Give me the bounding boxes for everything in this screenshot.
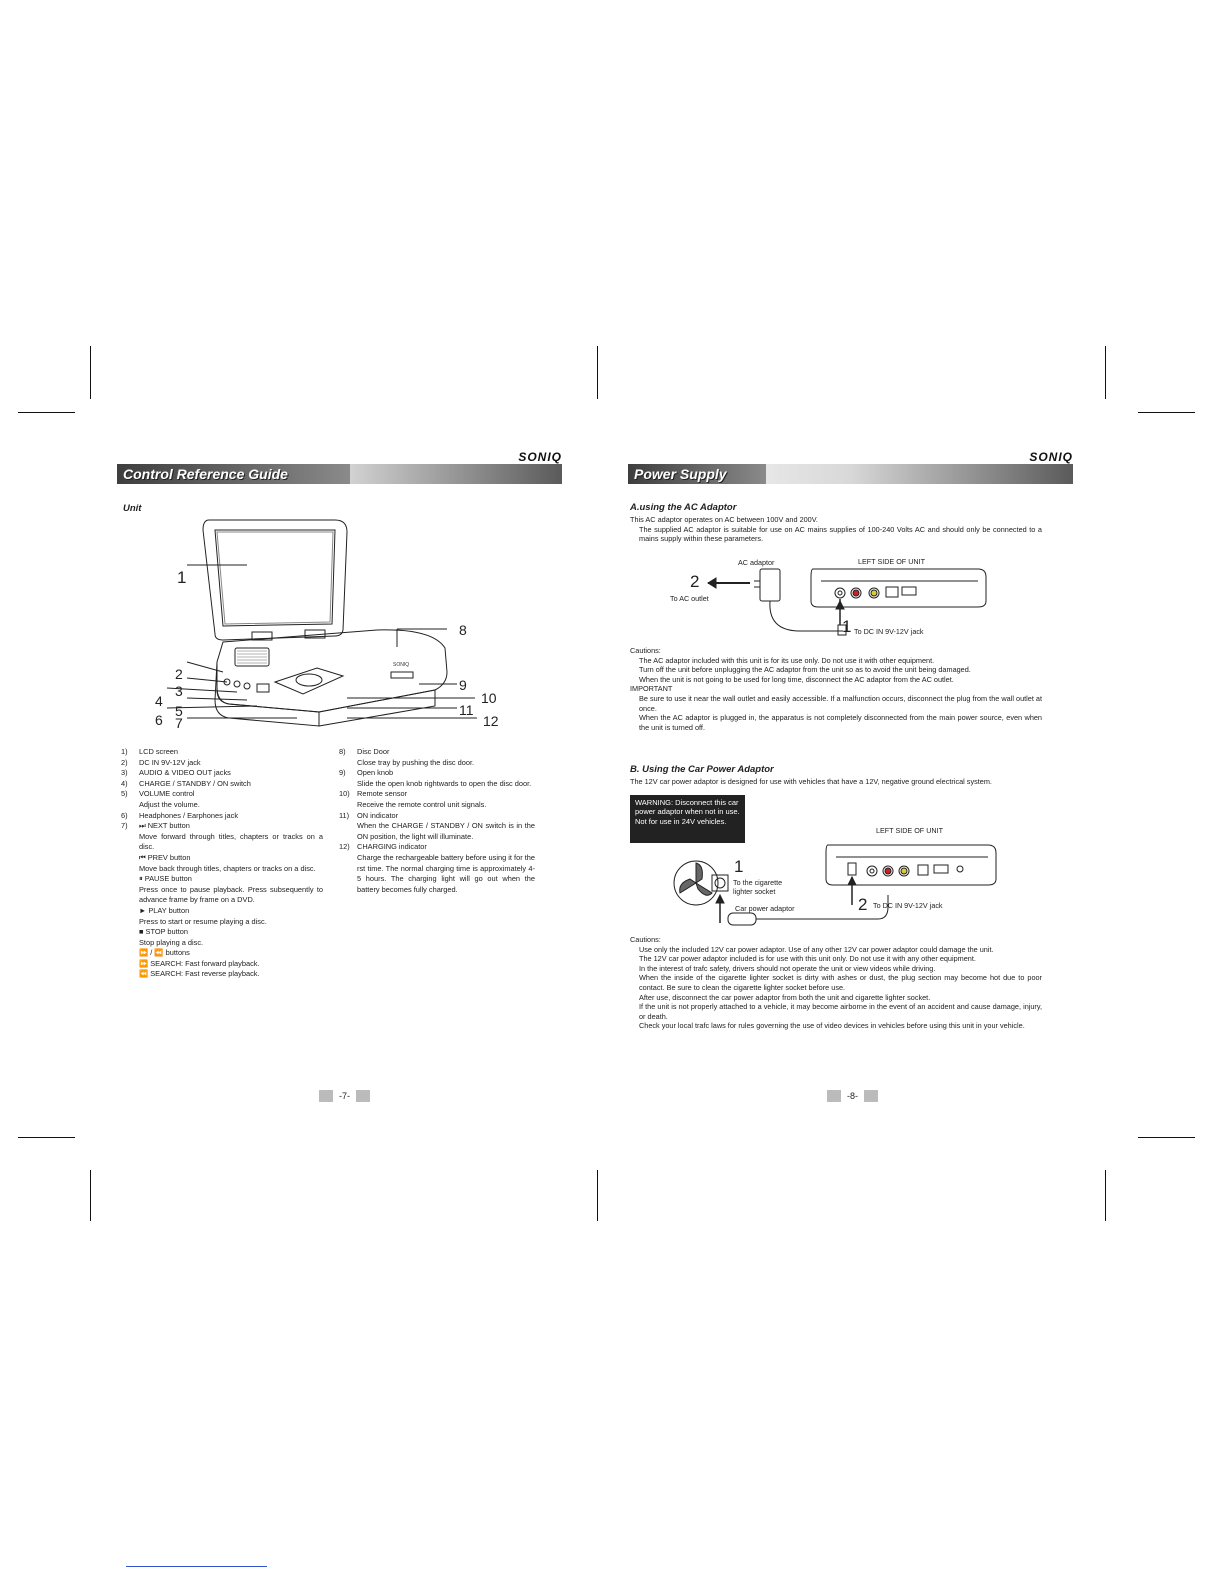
callout-3: 3: [175, 683, 183, 699]
dvd-player-illustration: [157, 512, 507, 757]
crop-mark: [18, 412, 75, 413]
list-sub-label: ⏮ PREV button: [139, 852, 191, 862]
list-sub-label: ■ STOP button: [139, 927, 188, 937]
list-item: 6) Headphones / Earphones jack: [121, 810, 239, 820]
list-item: 1) LCD screen: [121, 747, 179, 756]
crop-mark: [1105, 346, 1106, 399]
callout-8: 8: [459, 622, 467, 638]
page-left: [117, 450, 562, 1100]
to-dc-in-label: To DC IN 9V-12V jack: [873, 901, 943, 910]
control-list-col1: [121, 747, 323, 980]
list-item: 8) Disc Door: [339, 747, 390, 756]
callout-6: 6: [155, 712, 163, 728]
list-item: 10) Remote sensor: [339, 789, 408, 799]
page-title: Power Supply: [628, 464, 766, 484]
list-item: 9) Open knob: [339, 768, 394, 778]
list-item: 4) CHARGE / STANDBY / ON switch: [121, 778, 251, 788]
callout-5: 5: [175, 703, 183, 719]
list-item-desc: Move back through titles, chapters or tracks on a disc.: [139, 863, 316, 873]
left-side-label: LEFT SIDE OF UNIT: [858, 557, 925, 566]
list-item: 11) ON indicator: [339, 810, 399, 820]
car-adaptor-diagram: [668, 835, 1028, 935]
crop-mark: [597, 346, 598, 399]
callout-7: 7: [175, 715, 183, 731]
list-item: 2) DC IN 9V-12V jack: [121, 757, 201, 767]
list-item: 5) VOLUME control: [121, 789, 195, 799]
list-item-desc: Charge the rechargeable battery before using it for the rst time. The normal charging time is approximately 4-5 hours. The charging light will go out when the battery becomes fully charged.: [357, 852, 535, 894]
unit-label: Unit: [123, 503, 142, 514]
section-a-cautions: Cautions: The AC adaptor included with this unit is for its use only. Do not use it with other equipment. Turn off the unit before unplugging the AC adaptor from the unit so as to avoid the unit being damaged. When the unit is not going to be used for long time, disconnect the AC adaptor from the AC outlet. IMPORTANT Be sure to use it near the wall outlet and easily accessible. If a malfunction occurs, disconnect the plug from the wall outlet at once. When the AC adaptor is plugged in, the apparatus is not completely disconnected from the main power source, even when the unit is turned off.: [630, 646, 1042, 732]
section-b-intro: The 12V car power adaptor is designed for use with vehicles that have a 12V, negative ground electrical system.: [630, 777, 992, 786]
section-a-intro: This AC adaptor operates on AC between 100V and 200V. The supplied AC adaptor is suitable for use on AC mains supplies of 100-240 Volts AC and should only be connected to a mains supply within these parameters.: [630, 515, 1042, 544]
crop-mark: [1138, 412, 1195, 413]
brand-logo: SONIQ: [1029, 450, 1073, 464]
section-b-heading: B. Using the Car Power Adaptor: [630, 764, 774, 775]
list-item-desc: Adjust the volume.: [139, 799, 200, 809]
crop-mark: [18, 1137, 75, 1138]
list-item-desc: Press to start or resume playing a disc.: [139, 916, 267, 926]
page-number: -7-: [319, 1090, 370, 1102]
svg-text:SONIQ: SONIQ: [393, 662, 410, 668]
callout-1: 1: [177, 568, 187, 587]
crop-mark: [90, 1170, 91, 1221]
crop-mark: [597, 1170, 598, 1221]
list-sub-label: ⏸ PAUSE button: [139, 874, 192, 884]
list-sub-label: ► PLAY button: [139, 905, 190, 915]
section-a-heading: A.using the AC Adaptor: [630, 502, 737, 513]
page-title: Control Reference Guide: [117, 464, 350, 484]
to-ac-outlet-label: To AC outlet: [670, 594, 709, 603]
title-bar: [117, 464, 562, 484]
callout-10: 10: [481, 690, 497, 706]
section-b-cautions: Cautions: Use only the included 12V car power adaptor. Use of any other 12V car power adaptor could damage the unit. The 12V car power adaptor included is for use with this unit only. Do not use it with any other equipment. In the interest of trafc safety, drivers should not operate the unit or view videos while driving. When the inside of the cigarette lighter socket is dirty with ashes or dust, the plug section may become hot due to poor contact. Be sure to clean the cigarette lighter socket before use. After use, disconnect the car power adaptor from both the unit and cigarette lighter socket. If the unit is not properly attached to a vehicle, it may become airborne in the event of an accident and cause damage, injury, or death. Check your local trafc laws for rules governing the use of video devices in vehicles before using this unit in your vehicle.: [630, 935, 1042, 1031]
callout-12: 12: [483, 713, 499, 729]
list-item-desc: Press once to pause playback. Press subsequently to advance frame by frame on a DVD.: [139, 884, 323, 905]
warning-box: WARNING: Disconnect this car power adaptor when not in use. Not for use in 24V vehicles.: [630, 795, 745, 843]
cigarette-socket-label: To the cigarette lighter socket: [733, 878, 783, 896]
list-item-desc: Stop playing a disc.: [139, 937, 204, 947]
brand-logo: SONIQ: [518, 450, 562, 464]
step-2-number: 2: [690, 572, 700, 591]
step-1-number: 1: [734, 857, 744, 876]
list-item-desc: Slide the open knob rightwards to open the disc door.: [357, 778, 532, 788]
list-item: 3) AUDIO & VIDEO OUT jacks: [121, 768, 231, 778]
callout-2: 2: [175, 666, 183, 682]
left-side-label: LEFT SIDE OF UNIT: [876, 826, 943, 835]
list-item-desc: Close tray by pushing the disc door.: [357, 757, 475, 767]
page-right: [628, 450, 1073, 1100]
step-1-number: 1: [842, 617, 852, 636]
footer-link-underline: [126, 1566, 267, 1567]
list-sub-label: ⏪ SEARCH: Fast reverse playback.: [139, 969, 260, 979]
list-item-desc: Move forward through titles, chapters or tracks on a disc.: [139, 831, 323, 852]
callout-4: 4: [155, 693, 163, 709]
ac-adaptor-label: AC adaptor: [738, 558, 775, 567]
page-number: -8-: [827, 1090, 878, 1102]
to-dc-in-label: To DC IN 9V-12V jack: [854, 627, 924, 636]
title-bar: [628, 464, 1073, 484]
step-2-number: 2: [858, 895, 868, 914]
crop-mark: [90, 346, 91, 399]
list-item: 12) CHARGING indicator: [339, 842, 427, 852]
list-item: 7) ⏭ NEXT button: [121, 821, 190, 831]
crop-mark: [1105, 1170, 1106, 1221]
crop-mark: [1138, 1137, 1195, 1138]
control-list-col2: [339, 747, 535, 895]
list-sub-label: ⏩ / ⏪ buttons: [139, 948, 190, 958]
car-power-adaptor-label: Car power adaptor: [735, 904, 795, 913]
list-sub-label: ⏩ SEARCH: Fast forward playback.: [139, 958, 260, 968]
list-item-desc: When the CHARGE / STANDBY / ON switch is in the ON position, the light will illuminate.: [357, 821, 535, 841]
callout-9: 9: [459, 677, 467, 693]
callout-11: 11: [459, 702, 474, 718]
list-item-desc: Receive the remote control unit signals.: [357, 799, 487, 809]
